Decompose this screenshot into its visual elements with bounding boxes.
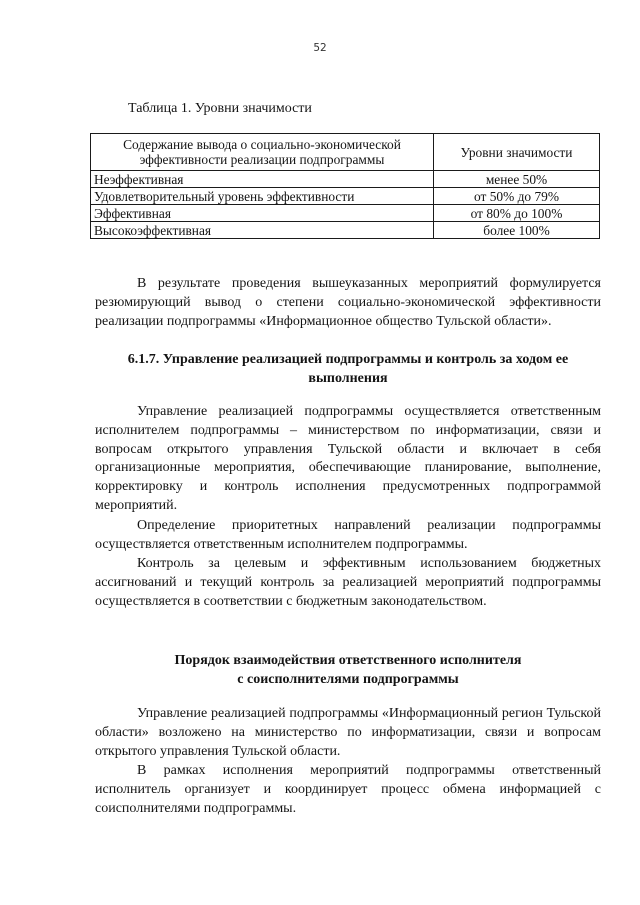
table-cell-label: Неэффективная bbox=[91, 171, 434, 188]
subsection-paragraph-coordination: В рамках исполнения мероприятий подпрограммы ответственный исполнитель организует и координирует процесс обмена информацией с соисполнителями подпрограммы. bbox=[95, 763, 601, 816]
table-cell-value: более 100% bbox=[434, 222, 600, 239]
subsection-paragraph-assignment: Управление реализацией подпрограммы «Информационный регион Тульской области» возложено на министерство по информатизации, связи и вопросам открытого управления Тульской области. bbox=[95, 706, 601, 759]
table-header-levels: Уровни значимости bbox=[434, 134, 600, 171]
table-row bbox=[91, 222, 600, 239]
significance-levels-table bbox=[90, 133, 600, 239]
table-cell-value: от 80% до 100% bbox=[434, 205, 600, 222]
table-row bbox=[91, 171, 600, 188]
table-header-row bbox=[91, 134, 600, 171]
table-cell-label: Удовлетворительный уровень эффективности bbox=[91, 188, 434, 205]
section-paragraph-management: Управление реализацией подпрограммы осуществляется ответственным исполнителем подпрограммы – министерством по информатизации, связи и вопросам открытого управления Тульской области и включает в себя организационные мероприятия, обеспечивающие планирование, выполнение, корректировку и контроль исполнения предусмотренных подпрограммой мероприятий. bbox=[95, 404, 601, 513]
table-header-conclusion: Содержание вывода о социально-экономической эффективности реализации подпрограммы bbox=[91, 134, 434, 171]
table-row bbox=[91, 188, 600, 205]
subsection-heading: Порядок взаимодействия ответственного исполнителя с соисполнителями подпрограммы bbox=[174, 653, 522, 687]
conclusion-paragraph: В результате проведения вышеуказанных мероприятий формулируется резюмирующий вывод о степени социально-экономической эффективности реализации подпрограммы «Информационное общество Тульской области». bbox=[95, 276, 601, 329]
section-paragraph-priorities: Определение приоритетных направлений реализации подпрограммы осуществляется ответственным исполнителем подпрограммы. bbox=[95, 518, 601, 552]
section-paragraph-control: Контроль за целевым и эффективным использованием бюджетных ассигнований и текущий контроль за реализацией мероприятий подпрограммы осуществляется в соответствии с бюджетным законодательством. bbox=[95, 556, 601, 609]
table-cell-label: Эффективная bbox=[91, 205, 434, 222]
section-heading: 6.1.7. Управление реализацией подпрограммы и контроль за ходом ее выполнения bbox=[127, 352, 569, 386]
table-caption: Таблица 1. Уровни значимости bbox=[128, 101, 312, 116]
table-cell-value: менее 50% bbox=[434, 171, 600, 188]
table-cell-label: Высокоэффективная bbox=[91, 222, 434, 239]
page-number: 52 bbox=[313, 42, 327, 54]
table-cell-value: от 50% до 79% bbox=[434, 188, 600, 205]
table-row bbox=[91, 205, 600, 222]
